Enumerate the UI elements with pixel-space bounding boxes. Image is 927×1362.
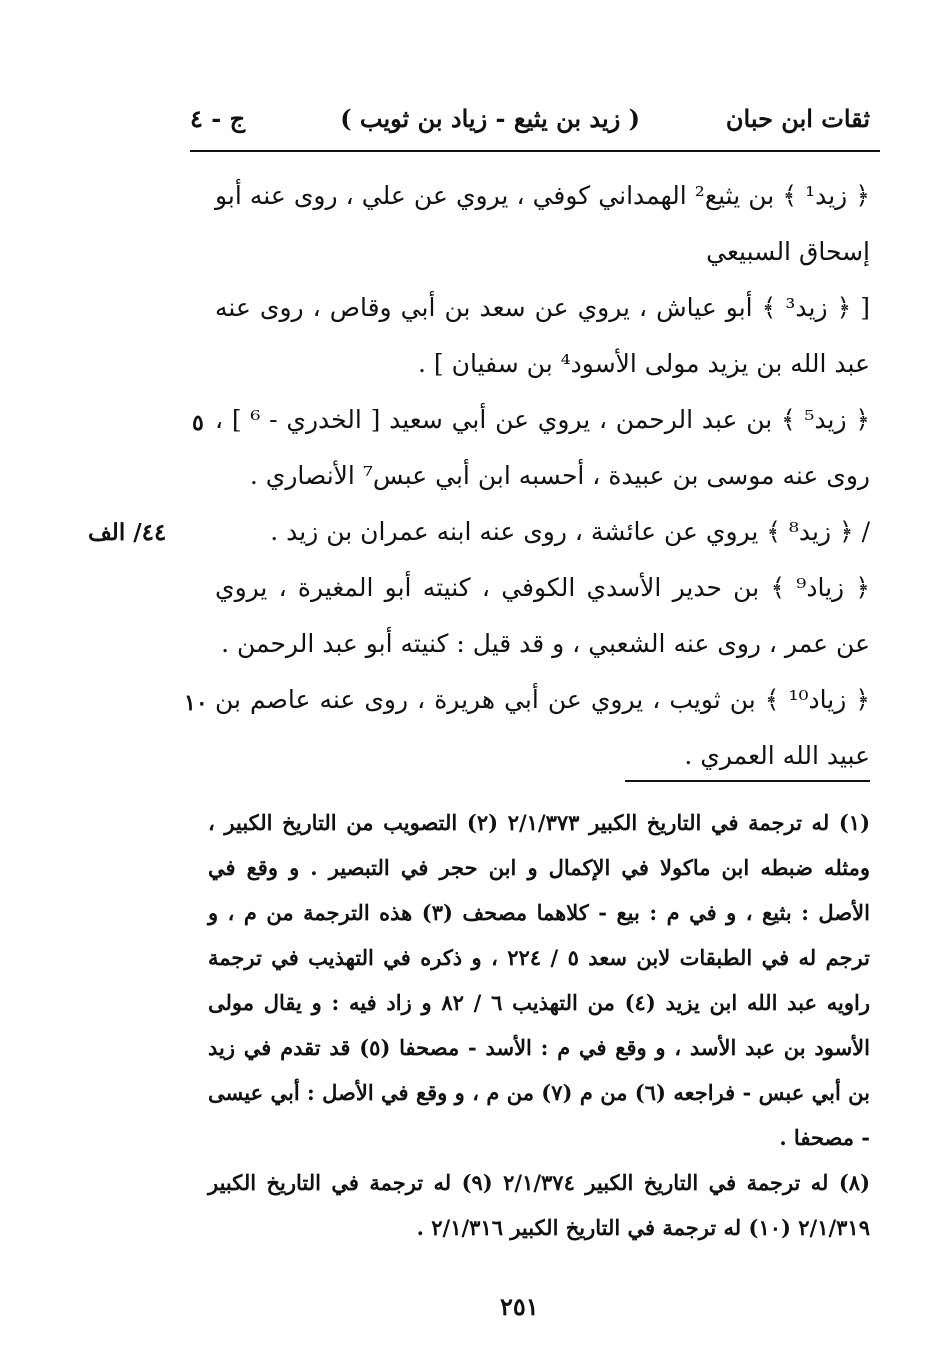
line-number-10: ١٠: [184, 690, 208, 716]
footnote-block-2: (٨) له ترجمة في التاريخ الكبير ٢/١/٣٧٤ (٩) له ترجمة في التاريخ الكبير ٢/١/٣١٩ (١٠) له ترجمة في التاريخ الكبير ٢/١/٣١٦ .: [208, 1170, 870, 1240]
page-number: ٢٥١: [500, 1292, 539, 1321]
section-title: ( زيد بن يثيع - زياد بن ثويب ): [340, 104, 640, 133]
folio-margin-note: ٤٤/ الف: [88, 519, 167, 546]
footnote-divider: [625, 780, 870, 782]
entry-ziyad-hudayr: ﴿ زياد⁹ ﴾ بن حدير الأسدي الكوفي ، كنيته أبو المغيرة ، يروي عن عمر ، روى عنه الشعبي ، و قد قيل : كنيته أبو عبد الرحمن .: [215, 573, 870, 658]
main-text: [215, 168, 870, 784]
line-number-5: ٥: [192, 410, 204, 436]
entry-ziyad-thuwayb: ﴿ زياد¹⁰ ﴾ بن ثويب ، يروي عن أبي هريرة ، روى عنه عاصم بن عبيد الله العمري .: [215, 685, 870, 770]
running-header: [190, 100, 880, 144]
footnote-block-1: (١) له ترجمة في التاريخ الكبير ٢/١/٣٧٣ (٢) التصويب من التاريخ الكبير ، ومثله ضبطه ابن ماكولا في الإكمال و ابن حجر في التبصير . و وقع في الأصل : بثيع ، و في م : بيع - كلاهما مصحف (٣) هذه الترجمة من م ، و ترجم له في الطبقات لابن سعد ٥ / ٢٢٤ ، و ذكره في التهذيب في ترجمة راويه عبد الله ابن يزيد (٤) من التهذيب ٦ / ٨٢ و زاد فيه : و يقال مولى الأسود بن عبد الأسد ، و وقع في م : الأسد - مصحفا (٥) قد تقدم في زيد بن أبي عبس - فراجعه (٦) من م (٧) من م ، و وقع في الأصل : أبي عيسى - مصحفا .: [208, 810, 871, 1150]
header-divider: [190, 150, 880, 152]
entry-zayd-aisha: / ﴿ زيد⁸ ﴾ يروي عن عائشة ، روى عنه ابنه عمران بن زيد .: [270, 517, 870, 546]
entry-zayd-yuthay: ﴿ زيد¹ ﴾ بن يثيع² الهمداني كوفي ، يروي عن علي ، روى عنه أبو إسحاق السبيعي: [215, 181, 870, 266]
entry-zayd-abu-ayyash: [ ﴿ زيد³ ﴾ أبو عياش ، يروي عن سعد بن أبي وقاص ، روى عنه عبد الله بن يزيد مولى الأسود⁴ بن سفيان ] .: [215, 293, 871, 378]
entry-zayd-abdulrahman: ﴿ زيد⁵ ﴾ بن عبد الرحمن ، يروي عن أبي سعيد [ الخدري - ⁶ ] ، روى عنه موسى بن عبيدة ، أحسبه ابن أبي عبس⁷ الأنصاري .: [215, 405, 870, 490]
volume-label: ج - ٤: [190, 104, 246, 133]
footnotes: [208, 800, 870, 1250]
book-title: ثقات ابن حبان: [725, 104, 870, 133]
